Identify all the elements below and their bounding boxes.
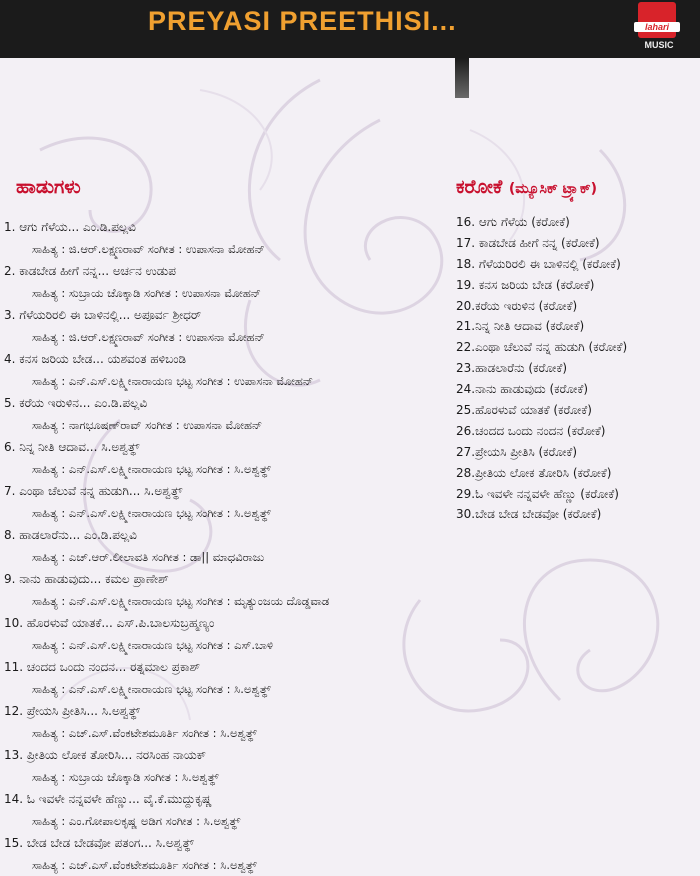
- song-credits-row: ಸಾಹಿತ್ಯ : ಎಚ್.ಎಸ್.ವೆಂಕಟೇಶಮೂರ್ತಿ ಸಂಗೀತ : ಸಿ.ಅಶ್ವತ್ಥ್: [32, 858, 257, 872]
- song-title-row: 8. ಹಾಡಲಾರೆನು... ಎಂ.ಡಿ.ಪಲ್ಲವಿ: [4, 528, 137, 542]
- song-credits-row: ಸಾಹಿತ್ಯ : ಸುಬ್ರಾಯ ಚೊಕ್ಕಾಡಿ ಸಂಗೀತ : ಉಪಾಸನಾ ಮೋಹನ್: [32, 286, 261, 300]
- karaoke-section-title: [456, 176, 597, 198]
- songs-section-title: ಹಾಡುಗಳು: [16, 176, 81, 198]
- song-credits-row: ಸಾಹಿತ್ಯ : ಎನ್.ಎಸ್.ಲಕ್ಷ್ಮೀನಾರಾಯಣ ಭಟ್ಟ ಸಂಗೀತ : ಉಪಾಸನಾ ಮೋಹನ್: [32, 374, 314, 388]
- karaoke-track-row: 26.ಚಂದದ ಒಂದು ನಂದನ (ಕರೋಕೆ): [456, 423, 606, 438]
- song-credits-row: ಸಾಹಿತ್ಯ : ಎನ್.ಎಸ್.ಲಕ್ಷ್ಮೀನಾರಾಯಣ ಭಟ್ಟ ಸಂಗೀತ : ಸಿ.ಅಶ್ವತ್ಥ್: [32, 506, 271, 520]
- song-title-row: 4. ಕನಸ ಜರಿಯ ಬೇಡ... ಯಶವಂತ ಹಳಿಬಂಡಿ: [4, 352, 187, 366]
- song-credits-row: ಸಾಹಿತ್ಯ : ಎಚ್.ಎಸ್.ವೆಂಕಟೇಶಮೂರ್ತಿ ಸಂಗೀತ : ಸಿ.ಅಶ್ವತ್ಥ್: [32, 726, 257, 740]
- song-credits-row: ಸಾಹಿತ್ಯ : ಜಿ.ಆರ್.ಲಕ್ಷ್ಮಣರಾವ್ ಸಂಗೀತ : ಉಪಾಸನಾ ಮೋಹನ್: [32, 242, 265, 256]
- karaoke-track-row: 25.ಹೊರಳುವೆ ಯಾತಕೆ (ಕರೋಕೆ): [456, 403, 592, 418]
- song-credits-row: ಸಾಹಿತ್ಯ : ಎನ್.ಎಸ್.ಲಕ್ಷ್ಮೀನಾರಾಯಣ ಭಟ್ಟ ಸಂಗೀತ : ಸಿ.ಅಶ್ವತ್ಥ್: [32, 682, 271, 696]
- karaoke-track-row: 29.ಓ ಇವಳೇ ನನ್ನವಳೇ ಹೆಣ್ಣು (ಕರೋಕೆ): [456, 486, 619, 501]
- song-credits-row: ಸಾಹಿತ್ಯ : ಎಂ.ಗೋಪಾಲಕೃಷ್ಣ ಅಡಿಗ ಸಂಗೀತ : ಸಿ.ಅಶ್ವತ್ಥ್: [32, 814, 241, 828]
- song-title-row: 5. ಕರೆಯ ಇರುಳಿನ... ಎಂ.ಡಿ.ಪಲ್ಲವಿ: [4, 396, 148, 410]
- song-credits-row: ಸಾಹಿತ್ಯ : ನಾಗಭೂಷಣ್‌ರಾವ್ ಸಂಗೀತ : ಉಪಾಸನಾ ಮೋಹನ್: [32, 418, 263, 432]
- karaoke-track-row: 19. ಕನಸ ಜರಿಯ ಬೇಡ (ಕರೋಕೆ): [456, 277, 595, 292]
- song-title-row: 9. ನಾನು ಹಾಡುವುದು... ಕಮಲ ಪ್ರಾಣೇಶ್: [4, 572, 169, 586]
- song-title-row: 7. ಎಂಥಾ ಚೆಲುವೆ ನನ್ನ ಹುಡುಗಿ... ಸಿ.ಅಶ್ವತ್ಥ್: [4, 484, 183, 498]
- song-credits-row: ಸಾಹಿತ್ಯ : ಎನ್.ಎಸ್.ಲಕ್ಷ್ಮೀನಾರಾಯಣ ಭಟ್ಟ ಸಂಗೀತ : ಎಸ್.ಬಾಳಿ: [32, 638, 274, 652]
- logo-badge: [638, 2, 676, 38]
- song-title-row: 15. ಬೇಡ ಬೇಡ ಬೇಡವೋ ಪತಂಗ... ಸಿ.ಅಶ್ವತ್ಥ್: [4, 836, 194, 850]
- song-credits-row: ಸಾಹಿತ್ಯ : ಜಿ.ಆರ್.ಲಕ್ಷ್ಮಣರಾವ್ ಸಂಗೀತ : ಉಪಾಸನಾ ಮೋಹನ್: [32, 330, 265, 344]
- karaoke-track-row: 20.ಕರೆಯ ಇರುಳಿನ (ಕರೋಕೆ): [456, 298, 578, 313]
- song-credits-row: ಸಾಹಿತ್ಯ : ಎನ್.ಎಸ್.ಲಕ್ಷ್ಮೀನಾರಾಯಣ ಭಟ್ಟ ಸಂಗೀತ : ಮೃತ್ಯುಂಜಯ ದೊಡ್ಡವಾಡ: [32, 594, 330, 608]
- karaoke-track-row: 27.ಪ್ರೇಯಸಿ ಪ್ರೀತಿಸಿ (ಕರೋಕೆ): [456, 444, 578, 459]
- karaoke-track-row: 22.ಎಂಥಾ ಚೆಲುವೆ ನನ್ನ ಹುಡುಗಿ (ಕರೋಕೆ): [456, 340, 628, 355]
- karaoke-track-row: 21.ನಿನ್ನ ನೀತಿ ಆದಾವ (ಕರೋಕೆ): [456, 319, 585, 334]
- album-title: PREYASI PREETHISI...: [148, 6, 457, 36]
- song-credits-row: ಸಾಹಿತ್ಯ : ಎನ್.ಎಸ್.ಲಕ್ಷ್ಮೀನಾರಾಯಣ ಭಟ್ಟ ಸಂಗೀತ : ಸಿ.ಅಶ್ವತ್ಥ್: [32, 462, 271, 476]
- song-title-row: 1. ಆಗು ಗೆಳೆಯ... ಎಂ.ಡಿ.ಪಲ್ಲವಿ: [4, 220, 136, 234]
- song-title-row: 12. ಪ್ರೇಯಸಿ ಪ್ರೀತಿಸಿ... ಸಿ.ಅಶ್ವತ್ಥ್: [4, 704, 141, 718]
- karaoke-title-text: ಕರೋಕೆ: [456, 176, 503, 198]
- karaoke-track-row: 17. ಕಾಡಬೇಡ ಹೀಗೆ ನನ್ನ (ಕರೋಕೆ): [456, 235, 600, 250]
- karaoke-track-row: 24.ನಾನು ಹಾಡುವುದು (ಕರೋಕೆ): [456, 382, 589, 397]
- song-credits-row: ಸಾಹಿತ್ಯ : ಸುಬ್ರಾಯ ಚೊಕ್ಕಾಡಿ ಸಂಗೀತ : ಸಿ.ಅಶ್ವತ್ಥ್: [32, 770, 219, 784]
- karaoke-track-row: 30.ಬೇಡ ಬೇಡ ಬೇಡವೋ (ಕರೋಕೆ): [456, 507, 602, 522]
- song-credits-row: ಸಾಹಿತ್ಯ : ಎಚ್.ಆರ್.ಲೀಲಾವತಿ ಸಂಗೀತ : ಡಾ|| ಮಾಧವಿರಾಜು: [32, 550, 265, 564]
- song-title-row: 14. ಓ ಇವಳೇ ನನ್ನವಳೇ ಹೆಣ್ಣು... ವೈ.ಕೆ.ಮುದ್ದುಕೃಷ್ಣ: [4, 792, 212, 806]
- song-title-row: 13. ಪ್ರೀತಿಯ ಲೋಕ ತೋರಿಸಿ... ನರಸಿಂಹ ನಾಯಕ್: [4, 748, 206, 762]
- karaoke-track-row: 18. ಗೆಳೆಯರಿರಲಿ ಈ ಬಾಳಿನಲ್ಲಿ (ಕರೋಕೆ): [456, 256, 621, 271]
- header-bar: [0, 0, 700, 58]
- song-title-row: 10. ಹೊರಳುವೆ ಯಾತಕೆ... ಎಸ್.ಪಿ.ಬಾಲಸುಬ್ರಹ್ಮಣ್ಯಂ: [4, 616, 215, 630]
- header-edge-decoration: [455, 58, 469, 98]
- karaoke-track-row: 23.ಹಾಡಲಾರೆನು (ಕರೋಕೆ): [456, 361, 568, 376]
- song-title-row: 3. ಗೆಳೆಯರಿರಲಿ ಈ ಬಾಳಿನಲ್ಲಿ... ಅಪೂರ್ವ ಶ್ರೀಧರ್: [4, 308, 202, 322]
- logo-music-text: MUSIC: [644, 40, 674, 50]
- song-title-row: 6. ನಿನ್ನ ನೀತಿ ಆದಾವ... ಸಿ.ಅಶ್ವತ್ಥ್: [4, 440, 140, 454]
- logo-brand-text: lahari: [634, 22, 680, 32]
- song-title-row: 2. ಕಾಡಬೇಡ ಹೀಗೆ ನನ್ನ... ಅರ್ಚನ ಉಡುಪ: [4, 264, 176, 278]
- karaoke-list: [456, 212, 627, 525]
- karaoke-track-row: 28.ಪ್ರೀತಿಯ ಲೋಕ ತೋರಿಸಿ (ಕರೋಕೆ): [456, 465, 612, 480]
- lahari-music-logo: [632, 2, 690, 54]
- song-title-row: 11. ಚಂದದ ಒಂದು ನಂದನ... ರತ್ನಮಾಲ ಪ್ರಕಾಶ್: [4, 660, 201, 674]
- songs-list: [4, 216, 329, 876]
- karaoke-subtitle-text: (ಮ್ಯೂಸಿಕ್ ಟ್ರ್ಯಾಕ್): [508, 181, 598, 197]
- karaoke-track-row: 16. ಆಗು ಗೆಳೆಯ (ಕರೋಕೆ): [456, 215, 570, 229]
